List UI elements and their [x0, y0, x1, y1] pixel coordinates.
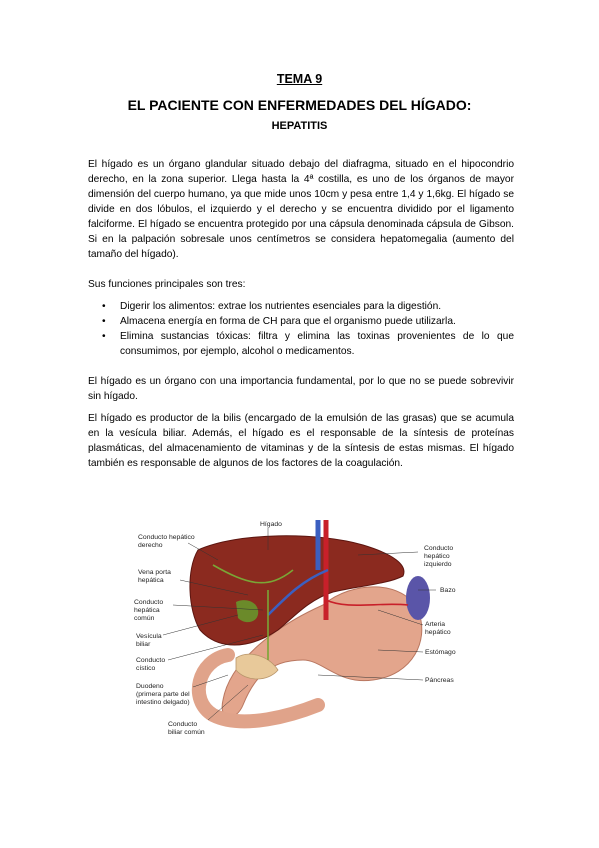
- label-duodeno: Duodeno (primera parte del intestino delgado): [136, 683, 190, 706]
- label-conducto-hepatico-izquierdo: Conducto hepático izquierdo: [424, 545, 454, 568]
- bullet-icon: •: [102, 301, 106, 312]
- label-conducto-hepatico-comun: Conducto hepática común: [134, 599, 164, 622]
- bullet-icon: •: [102, 331, 106, 342]
- label-pancreas: Páncreas: [425, 677, 454, 684]
- paragraph-intro: El hígado es un órgano glandular situado debajo del diafragma, situado en el hipocondrio derecho, en la zona superior. Llega hasta la 4ª costilla, es uno de los órganos de mayor dimensión del cuerpo humano, ya que mide unos 10cm y pesa entre 1,4 y 1,6kg. El hígado se divide en dos lóbulos, el izquierdo y el derecho y se encuentra dividido por el ligamento falciforme. El hígado se encuentra protegido por una cápsula denominada cápsula de Gibson. Si en la palpación sobresale unos centímetros se considera hepatomegalia (aumento del tamaño del hígado).: [88, 159, 514, 260]
- label-vena-porta: Vena porta hepática: [138, 569, 171, 584]
- list-item-text: Almacena energía en forma de CH para que el organismo puede utilizarla.: [120, 316, 456, 327]
- list-item: [88, 314, 514, 329]
- page-title: EL PACIENTE CON ENFERMEDADES DEL HÍGADO:: [127, 97, 472, 113]
- label-vesicula-biliar: Vesícula biliar: [136, 633, 162, 648]
- label-arteria-hepatico: Arteria hepático: [425, 621, 451, 636]
- label-conducto-biliar-comun: Conducto biliar común: [168, 721, 205, 736]
- label-estomago: Estómago: [425, 649, 456, 656]
- label-bazo: Bazo: [440, 587, 456, 594]
- liver-anatomy-figure: [118, 510, 478, 750]
- spleen-shape: [406, 576, 430, 620]
- list-item-text: Digerir los alimentos: extrae los nutrientes esenciales para la digestión.: [120, 301, 442, 312]
- page-subtitle: HEPATITIS: [271, 120, 328, 132]
- list-item: [88, 299, 514, 314]
- list-item: [88, 329, 514, 359]
- paragraph-bile: El hígado es productor de la bilis (encargado de la emulsión de las grasas) que se acumula en la vesícula biliar. Además, el hígado es el responsable de la síntesis de proteínas plasmáticas, del almacenamiento de vitaminas y de la síntesis de estas mismas. El hígado también es responsable de algunos de los factores de la coagulación.: [88, 413, 514, 469]
- label-conducto-cistico: Conducto cístico: [136, 657, 166, 672]
- bullet-icon: •: [102, 316, 106, 327]
- paragraph-functions-intro: Sus funciones principales son tres:: [88, 279, 246, 290]
- functions-list: [88, 299, 514, 359]
- label-conducto-hepatico-derecho: Conducto hepático derecho: [138, 534, 195, 549]
- paragraph-importance: El hígado es un órgano con una importancia fundamental, por lo que no se puede sobrevivir sin hígado.: [88, 376, 514, 402]
- list-item-text: Elimina sustancias tóxicas: filtra y elimina las toxinas provenientes de lo que consumimos, por ejemplo, alcohol o medicamentos.: [120, 331, 514, 357]
- label-higado: Hígado: [260, 521, 282, 528]
- chapter-number: TEMA 9: [276, 72, 323, 86]
